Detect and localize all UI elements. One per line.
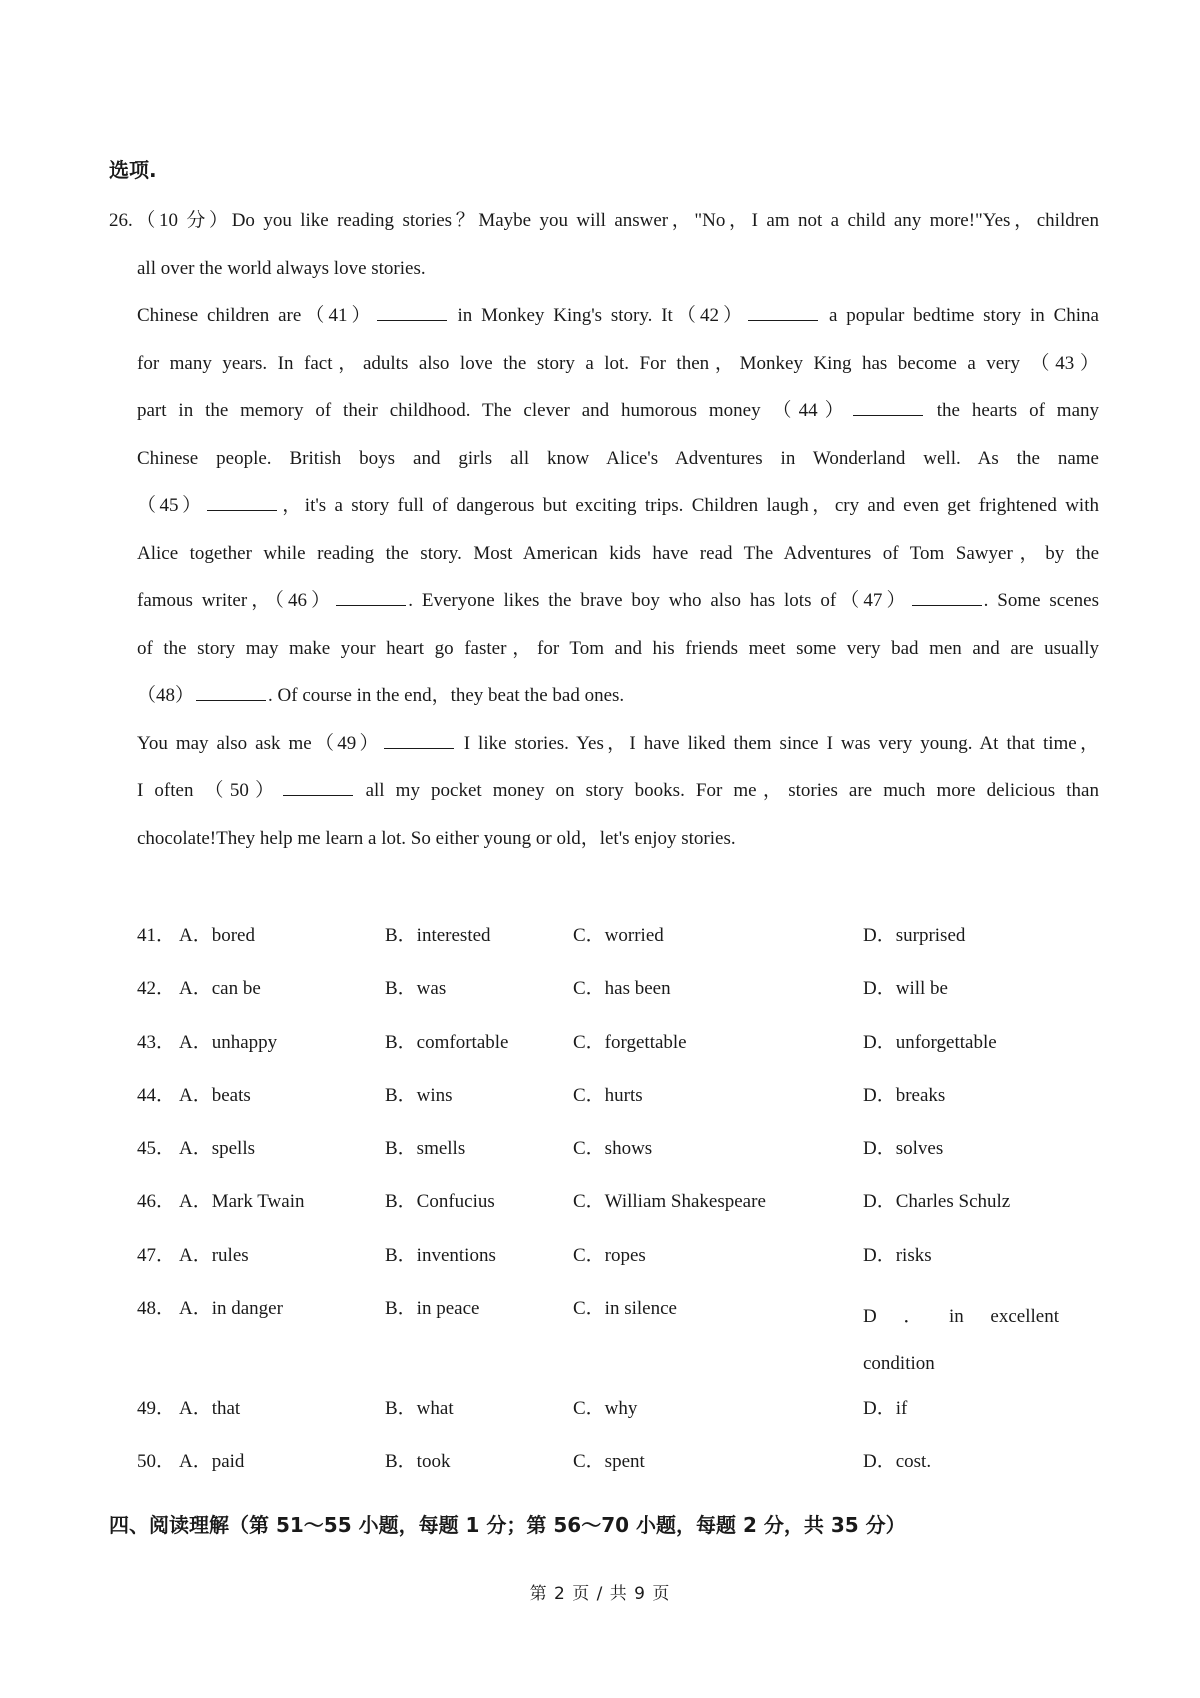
question-score: （10 分） — [132, 210, 232, 231]
answer-blank[interactable] — [377, 302, 447, 321]
option-row — [137, 1393, 1097, 1446]
option-b[interactable]: B．inventions — [385, 1244, 496, 1266]
passage-line — [109, 625, 1099, 673]
option-b[interactable]: B．interested — [385, 925, 491, 946]
option-a[interactable]: A．rules — [179, 1244, 249, 1266]
option-row — [137, 1186, 1097, 1239]
option-c[interactable]: C．forgettable — [573, 1031, 687, 1053]
option-b[interactable]: B．wins — [385, 1084, 453, 1106]
passage-text: . Some scenes — [983, 590, 1099, 611]
option-c[interactable]: C．William Shakespeare — [573, 1191, 766, 1213]
option-a[interactable]: A．in danger — [179, 1298, 283, 1320]
passage-text: I like stories. Yes，I have liked them since I was very young. At that time， — [455, 732, 1099, 754]
passage-text: Alice together while reading the story. Most American kids have read The Adventures of Tom Sawyer，by the — [137, 542, 1099, 564]
option-d-line1 — [863, 1293, 1059, 1340]
answer-blank[interactable] — [283, 777, 353, 796]
option-row — [137, 1293, 1097, 1393]
option-b[interactable]: B．smells — [385, 1138, 466, 1160]
passage-text: . Of course in the end，they beat the bad ones. — [268, 685, 625, 706]
question-number: 45． — [137, 1138, 176, 1160]
passage-line — [109, 720, 1099, 768]
passage-line — [109, 245, 1099, 293]
option-c[interactable]: C．has been — [573, 978, 671, 1000]
passage-line — [109, 530, 1099, 578]
passage-line — [109, 767, 1099, 815]
option-row — [137, 1446, 1097, 1499]
option-d[interactable]: D．cost. — [863, 1451, 932, 1473]
passage-line — [109, 482, 1099, 530]
question-number: 26. — [109, 210, 133, 231]
passage-text: ，it's a story full of dangerous but exciting trips. Children laugh，cry and even get frightened with — [278, 495, 1099, 516]
question-number: 46． — [137, 1191, 176, 1213]
option-b[interactable]: B．was — [385, 978, 447, 1000]
passage-text: all over the world always love stories. — [137, 257, 426, 279]
question-number: 49． — [137, 1398, 176, 1420]
option-b[interactable]: B．in peace — [385, 1298, 480, 1320]
option-row — [137, 1240, 1097, 1293]
option-d-part: ． — [903, 1306, 923, 1328]
option-c[interactable]: C．why — [573, 1398, 638, 1420]
question-26 — [109, 197, 1099, 862]
option-a[interactable]: A．can be — [179, 978, 261, 1000]
passage-text: all my pocket money on story books. For me，stories are much more delicious than — [354, 780, 1099, 801]
option-c[interactable]: C．spent — [573, 1451, 645, 1473]
question-number: 47． — [137, 1244, 176, 1266]
passage-text: （48） — [137, 685, 195, 706]
option-a[interactable]: A．beats — [179, 1084, 251, 1106]
option-a[interactable]: A．that — [179, 1398, 241, 1420]
option-d[interactable]: D．surprised — [863, 925, 966, 946]
option-d[interactable]: D．solves — [863, 1138, 944, 1160]
option-a[interactable]: A．spells — [179, 1138, 256, 1160]
question-line — [109, 197, 1099, 245]
passage-text: Chinese people. British boys and girls all know Alice's Adventures in Wonderland well. As the name — [137, 447, 1099, 469]
option-a[interactable]: A．paid — [179, 1451, 245, 1473]
option-d[interactable]: D．breaks — [863, 1084, 946, 1106]
answer-blank[interactable] — [336, 587, 406, 606]
option-row — [137, 973, 1097, 1026]
option-a[interactable]: A．bored — [179, 925, 255, 946]
option-c[interactable]: C．ropes — [573, 1244, 646, 1266]
question-number: 41． — [137, 925, 176, 946]
section-title: 四、阅读理解（第 51～55 小题，每题 1 分；第 56～70 小题，每题 2 分，共 35 分） — [109, 1513, 906, 1537]
option-c[interactable]: C．worried — [573, 925, 664, 946]
option-c[interactable]: C．hurts — [573, 1084, 643, 1106]
passage-text: for many years. In fact，adults also love the story a lot. For then，Monkey King has become a very （43） — [137, 352, 1099, 374]
passage-line — [109, 435, 1099, 483]
question-number: 48． — [137, 1298, 176, 1320]
option-a[interactable]: A．unhappy — [179, 1031, 278, 1053]
option-d[interactable]: D．will be — [863, 978, 948, 1000]
option-row — [137, 1027, 1097, 1080]
passage-line — [109, 815, 1099, 863]
options-list — [137, 920, 1097, 1500]
answer-blank[interactable] — [853, 397, 923, 416]
answer-blank[interactable] — [912, 587, 982, 606]
option-b[interactable]: B．Confucius — [385, 1191, 495, 1213]
option-d[interactable]: D．if — [863, 1398, 908, 1420]
option-d-part: excellent — [990, 1306, 1059, 1328]
passage-text: famous writer，（46） — [137, 590, 335, 611]
passage-line — [109, 340, 1099, 388]
passage-line — [109, 292, 1099, 340]
option-row — [137, 1080, 1097, 1133]
option-c[interactable]: C．shows — [573, 1138, 653, 1160]
option-d[interactable]: D．risks — [863, 1244, 932, 1266]
passage-line — [109, 577, 1099, 625]
option-a[interactable]: A．Mark Twain — [179, 1191, 305, 1213]
option-b[interactable]: B．took — [385, 1451, 451, 1473]
passage-text: a popular bedtime story in China — [820, 305, 1099, 326]
question-number: 42． — [137, 978, 176, 1000]
question-number: 44． — [137, 1084, 176, 1106]
option-d-line2: condition — [863, 1353, 935, 1375]
option-row — [137, 1133, 1097, 1186]
question-number: 50． — [137, 1451, 176, 1473]
passage-text: of the story may make your heart go faster，for Tom and his friends meet some very bad men and are usually — [137, 637, 1099, 659]
passage-line — [109, 672, 1099, 720]
option-c[interactable]: C．in silence — [573, 1298, 677, 1320]
passage-text: I often （50） — [137, 780, 281, 801]
option-b[interactable]: B．what — [385, 1398, 454, 1420]
answer-blank[interactable] — [748, 302, 818, 321]
passage-text: the hearts of many — [924, 400, 1099, 421]
passage-text: part in the memory of their childhood. The clever and humorous money （44） — [137, 400, 851, 421]
passage-line — [109, 387, 1099, 435]
passage-text: in Monkey King's story. It（42） — [448, 305, 747, 326]
option-d[interactable]: D．unforgettable — [863, 1031, 997, 1053]
passage-text: You may also ask me（49） — [137, 732, 382, 754]
heading-fragment: 选项. — [109, 158, 157, 182]
answer-blank[interactable] — [196, 682, 266, 701]
option-row — [137, 920, 1097, 973]
option-d-part: in — [949, 1306, 964, 1328]
option-d-part: D — [863, 1306, 877, 1328]
answer-blank[interactable] — [384, 730, 454, 749]
passage-text: （45） — [137, 495, 205, 516]
question-number: 43． — [137, 1031, 176, 1053]
passage-text: Chinese children are（41） — [137, 305, 375, 326]
passage-text: . Everyone likes the brave boy who also has lots of（47） — [408, 590, 910, 611]
answer-blank[interactable] — [207, 492, 277, 511]
passage-text: chocolate!They help me learn a lot. So either young or old，let's enjoy stories. — [137, 827, 736, 849]
page-footer: 第 2 页 / 共 9 页 — [529, 1584, 671, 1604]
option-b[interactable]: B．comfortable — [385, 1031, 509, 1053]
option-d[interactable] — [863, 1293, 1059, 1387]
passage — [109, 245, 1099, 863]
option-d[interactable]: D．Charles Schulz — [863, 1191, 1011, 1213]
question-text: Do you like reading stories？Maybe you will answer，"No，I am not a child any more!"Yes，children — [231, 210, 1099, 231]
